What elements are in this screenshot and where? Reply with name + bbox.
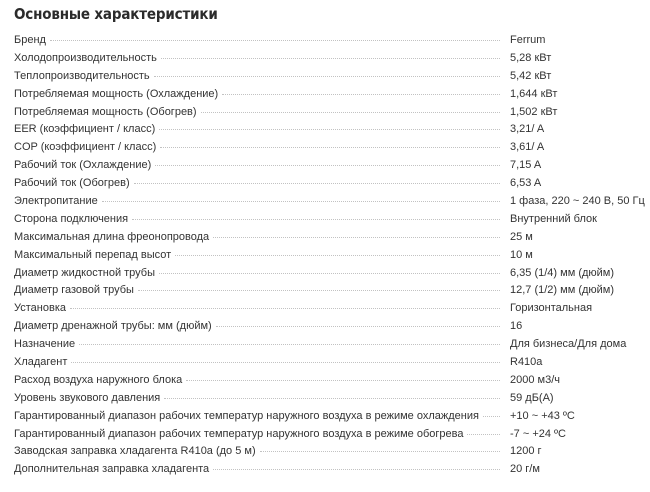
spec-label: Рабочий ток (Охлаждение) — [14, 159, 152, 172]
spec-label: Хладагент — [14, 356, 68, 369]
dotted-leader — [134, 183, 500, 184]
spec-row — [0, 193, 650, 211]
spec-value: 3,61/ A — [510, 141, 545, 154]
spec-value: 16 — [510, 320, 523, 333]
spec-label: Максимальный перепад высот — [14, 248, 172, 261]
spec-row — [0, 282, 650, 300]
spec-row — [0, 211, 650, 229]
spec-label: EER (коэффициент / класс) — [14, 123, 156, 136]
spec-row — [0, 354, 650, 372]
spec-label: Заводская заправка хладагента R410a (до 5 м) — [14, 445, 256, 458]
spec-label: Сторона подключения — [14, 212, 129, 225]
spec-label: Электропитание — [14, 195, 98, 208]
spec-label-wrap — [14, 32, 500, 50]
spec-value: 59 дБ(А) — [510, 391, 554, 404]
spec-label-wrap — [14, 390, 500, 408]
spec-row — [0, 139, 650, 157]
dotted-leader — [70, 308, 500, 309]
spec-row — [0, 461, 650, 479]
dotted-leader — [102, 201, 500, 202]
dotted-leader — [138, 290, 500, 291]
spec-row — [0, 175, 650, 193]
spec-label: Установка — [14, 302, 66, 315]
spec-label: Уровень звукового давления — [14, 391, 161, 404]
spec-value: 5,42 кВт — [510, 69, 552, 82]
spec-label-wrap — [14, 354, 500, 372]
spec-label-wrap — [14, 139, 500, 157]
dotted-leader — [213, 469, 500, 470]
spec-label: Диаметр газовой трубы — [14, 284, 134, 297]
spec-label-wrap — [14, 318, 500, 336]
spec-row — [0, 300, 650, 318]
spec-label: Диаметр дренажной трубы: мм (дюйм) — [14, 320, 212, 333]
spec-label-wrap — [14, 336, 500, 354]
dotted-leader — [216, 326, 500, 327]
spec-value: 5,28 кВт — [510, 51, 552, 64]
spec-value: -7 ~ +24 ºС — [510, 427, 566, 440]
spec-label-wrap — [14, 372, 500, 390]
spec-label-wrap — [14, 193, 500, 211]
spec-label: Дополнительная заправка хладагента — [14, 463, 210, 476]
dotted-leader — [164, 398, 500, 399]
spec-value: 10 м — [510, 248, 533, 261]
spec-label-wrap — [14, 229, 500, 247]
spec-row — [0, 104, 650, 122]
spec-label-wrap — [14, 86, 500, 104]
dotted-leader — [222, 94, 500, 95]
spec-row — [0, 265, 650, 283]
dotted-leader — [483, 416, 500, 417]
spec-label-wrap — [14, 50, 500, 68]
spec-row — [0, 50, 650, 68]
spec-label: COP (коэффициент / класс) — [14, 141, 157, 154]
dotted-leader — [467, 434, 500, 435]
spec-row — [0, 390, 650, 408]
spec-value: 1,502 кВт — [510, 105, 558, 118]
spec-label: Диаметр жидкостной трубы — [14, 266, 156, 279]
spec-label-wrap — [14, 461, 500, 479]
dotted-leader — [155, 165, 500, 166]
dotted-leader — [260, 451, 500, 452]
spec-value: Ferrum — [510, 34, 546, 46]
spec-row — [0, 157, 650, 175]
spec-label-wrap — [14, 104, 500, 122]
spec-label-wrap — [14, 426, 500, 444]
spec-value: 25 м — [510, 230, 533, 243]
spec-label: Теплопроизводительность — [14, 69, 150, 82]
spec-list — [0, 32, 650, 479]
spec-row — [0, 86, 650, 104]
spec-label-wrap — [14, 157, 500, 175]
spec-label-wrap — [14, 265, 500, 283]
spec-label: Расход воздуха наружного блока — [14, 373, 183, 386]
spec-value: +10 ~ +43 ºС — [510, 409, 575, 422]
spec-value: Горизонтальная — [510, 302, 593, 315]
spec-row — [0, 408, 650, 426]
spec-label-wrap — [14, 121, 500, 139]
spec-label-wrap — [14, 247, 500, 265]
spec-row — [0, 443, 650, 461]
spec-label-wrap — [14, 443, 500, 461]
spec-value: 2000 м3/ч — [510, 373, 560, 386]
spec-label: Назначение — [14, 338, 76, 351]
section-title: Основные характеристики — [14, 5, 218, 23]
spec-label: Потребляемая мощность (Охлаждение) — [14, 87, 219, 100]
spec-row — [0, 32, 650, 50]
spec-value: R410a — [510, 356, 543, 369]
spec-row — [0, 121, 650, 139]
dotted-leader — [175, 255, 500, 256]
spec-value: 1 фаза, 220 ~ 240 В, 50 Гц — [510, 195, 645, 208]
dotted-leader — [161, 58, 500, 59]
spec-label: Рабочий ток (Обогрев) — [14, 177, 130, 190]
dotted-leader — [79, 344, 500, 345]
spec-value: 1200 г — [510, 445, 542, 458]
dotted-leader — [201, 112, 500, 113]
dotted-leader — [154, 76, 500, 77]
spec-row — [0, 336, 650, 354]
spec-label-wrap — [14, 68, 500, 86]
spec-label: Максимальная длина фреонопровода — [14, 230, 210, 243]
spec-label-wrap — [14, 408, 500, 426]
spec-value: 6,53 A — [510, 177, 542, 190]
spec-label: Гарантированный диапазон рабочих температур наружного воздуха в режиме охлаждения — [14, 409, 479, 422]
spec-row — [0, 68, 650, 86]
spec-value: 3,21/ A — [510, 123, 545, 136]
spec-row — [0, 247, 650, 265]
spec-value: 7,15 A — [510, 159, 542, 172]
dotted-leader — [186, 380, 500, 381]
spec-label: Потребляемая мощность (Обогрев) — [14, 105, 197, 118]
dotted-leader — [71, 362, 500, 363]
spec-value: 20 г/м — [510, 463, 540, 476]
dotted-leader — [159, 129, 500, 130]
spec-row — [0, 318, 650, 336]
dotted-leader — [50, 40, 500, 41]
spec-value: 12,7 (1/2) мм (дюйм) — [510, 284, 615, 297]
spec-label: Гарантированный диапазон рабочих температур наружного воздуха в режиме обогрева — [14, 427, 464, 440]
spec-label-wrap — [14, 175, 500, 193]
spec-value: Для бизнеса/Для дома — [510, 338, 627, 351]
spec-row — [0, 426, 650, 444]
spec-value: 6,35 (1/4) мм (дюйм) — [510, 266, 615, 279]
spec-row — [0, 372, 650, 390]
spec-label: Холодопроизводительность — [14, 51, 157, 64]
spec-row — [0, 229, 650, 247]
spec-label-wrap — [14, 282, 500, 300]
dotted-leader — [132, 219, 500, 220]
spec-value: 1,644 кВт — [510, 87, 558, 100]
spec-label-wrap — [14, 211, 500, 229]
spec-label-wrap — [14, 300, 500, 318]
dotted-leader — [160, 147, 500, 148]
spec-value: Внутренний блок — [510, 212, 597, 225]
spec-label: Бренд — [14, 34, 46, 46]
dotted-leader — [159, 273, 500, 274]
dotted-leader — [213, 237, 500, 238]
